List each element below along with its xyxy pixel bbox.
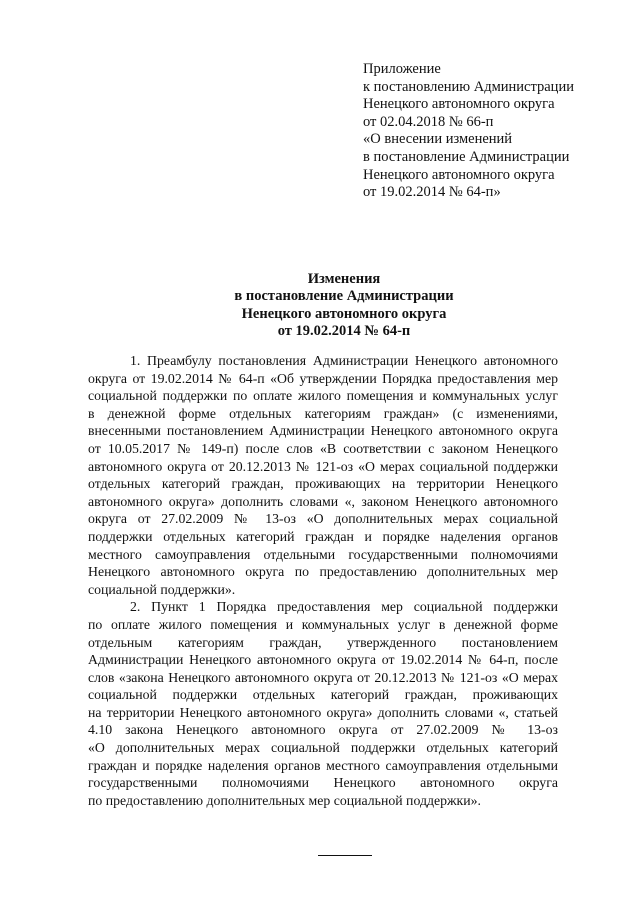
paragraph-line: по предоставлению дополнительных мер социальной поддержки». [88,792,481,808]
paragraph-line: Ненецкого автономного округа по предоставлению дополнительных мер [88,564,558,580]
appendix-block [363,61,633,202]
appendix-line: Приложение [363,61,441,77]
paragraph-line: на территории Ненецкого автономного округа» дополнить словами «, статьей [88,704,558,720]
title-line: Изменения [307,271,381,287]
appendix-line: Ненецкого автономного округа [363,166,555,183]
paragraph-line: округа от 19.02.2014 № 64-п «Об утверждении Порядка предоставления мер [88,370,558,386]
appendix-line: Ненецкого автономного округа [363,96,555,113]
paragraph-line: 2. Пункт 1 Порядка предоставления мер социальной поддержки [130,599,558,615]
title-line: Ненецкого автономного округа [241,305,447,322]
paragraph-2 [88,598,558,809]
paragraph-line: граждан и порядке наделения органов местного самоуправления отдельными [88,757,558,773]
appendix-line: от 19.02.2014 № 64-п» [363,184,501,201]
paragraph-1 [88,352,558,598]
paragraph-line: автономного округа от 20.12.2013 № 121-оз «О мерах социальной поддержки [88,458,558,474]
paragraph-line: Администрации Ненецкого автономного округа от 19.02.2014 № 64-п, после [88,652,558,668]
end-rule [318,855,372,856]
title-line: от 19.02.2014 № 64-п [277,323,411,340]
paragraph-line: по оплате жилого помещения и коммунальных услуг в денежной форме [88,616,558,632]
appendix-line: «О внесении изменений [363,131,513,148]
paragraph-line: отдельным категориям граждан, утвержденного постановлением [88,634,558,650]
paragraph-line: слов «закона Ненецкого автономного округа от 20.12.2013 № 121-оз «О мерах [88,669,558,685]
document-body [88,352,558,809]
title-line: в постановление Администрации [234,288,454,305]
paragraph-line: 1. Преамбулу постановления Администрации Ненецкого автономного [130,353,558,368]
paragraph-line: «О дополнительных мерах социальной поддержки отдельных категорий [88,740,558,756]
paragraph-line: округа от 27.02.2009 № 13-оз «О дополнительных мерах социальной [88,511,558,527]
paragraph-line: автономного округа» дополнить словами «, законом Ненецкого автономного [88,493,558,509]
paragraph-line: внесенными постановлением Администрации Ненецкого автономного округа [88,423,558,439]
paragraph-line: 4.10 закона Ненецкого автономного округа от 27.02.2009 № 13-оз [88,722,558,738]
paragraph-line: местного самоуправления отдельными государственными полномочиями [88,546,558,562]
appendix-line: к постановлению Администрации [363,78,574,95]
paragraph-line: поддержки отдельных категорий граждан и порядке наделения органов [88,528,558,544]
paragraph-line: социальной поддержки по оплате жилого помещения и коммунальных услуг [88,388,558,404]
appendix-line: от 02.04.2018 № 66-п [363,113,494,130]
appendix-line: в постановление Администрации [363,148,570,165]
paragraph-line: отдельных категорий граждан, проживающих на территории Ненецкого [88,476,558,492]
paragraph-line: государственными полномочиями Ненецкого автономного округа [88,775,558,791]
paragraph-line: социальной поддержки». [88,581,236,597]
document-title [130,271,558,341]
paragraph-line: в денежной форме отдельных категориям граждан» (с изменениями, [88,405,558,421]
paragraph-line: от 10.05.2017 № 149-п) после слов «В соответствии с законом Ненецкого [88,440,558,456]
paragraph-line: социальной поддержки отдельных категорий граждан, проживающих [88,687,558,703]
